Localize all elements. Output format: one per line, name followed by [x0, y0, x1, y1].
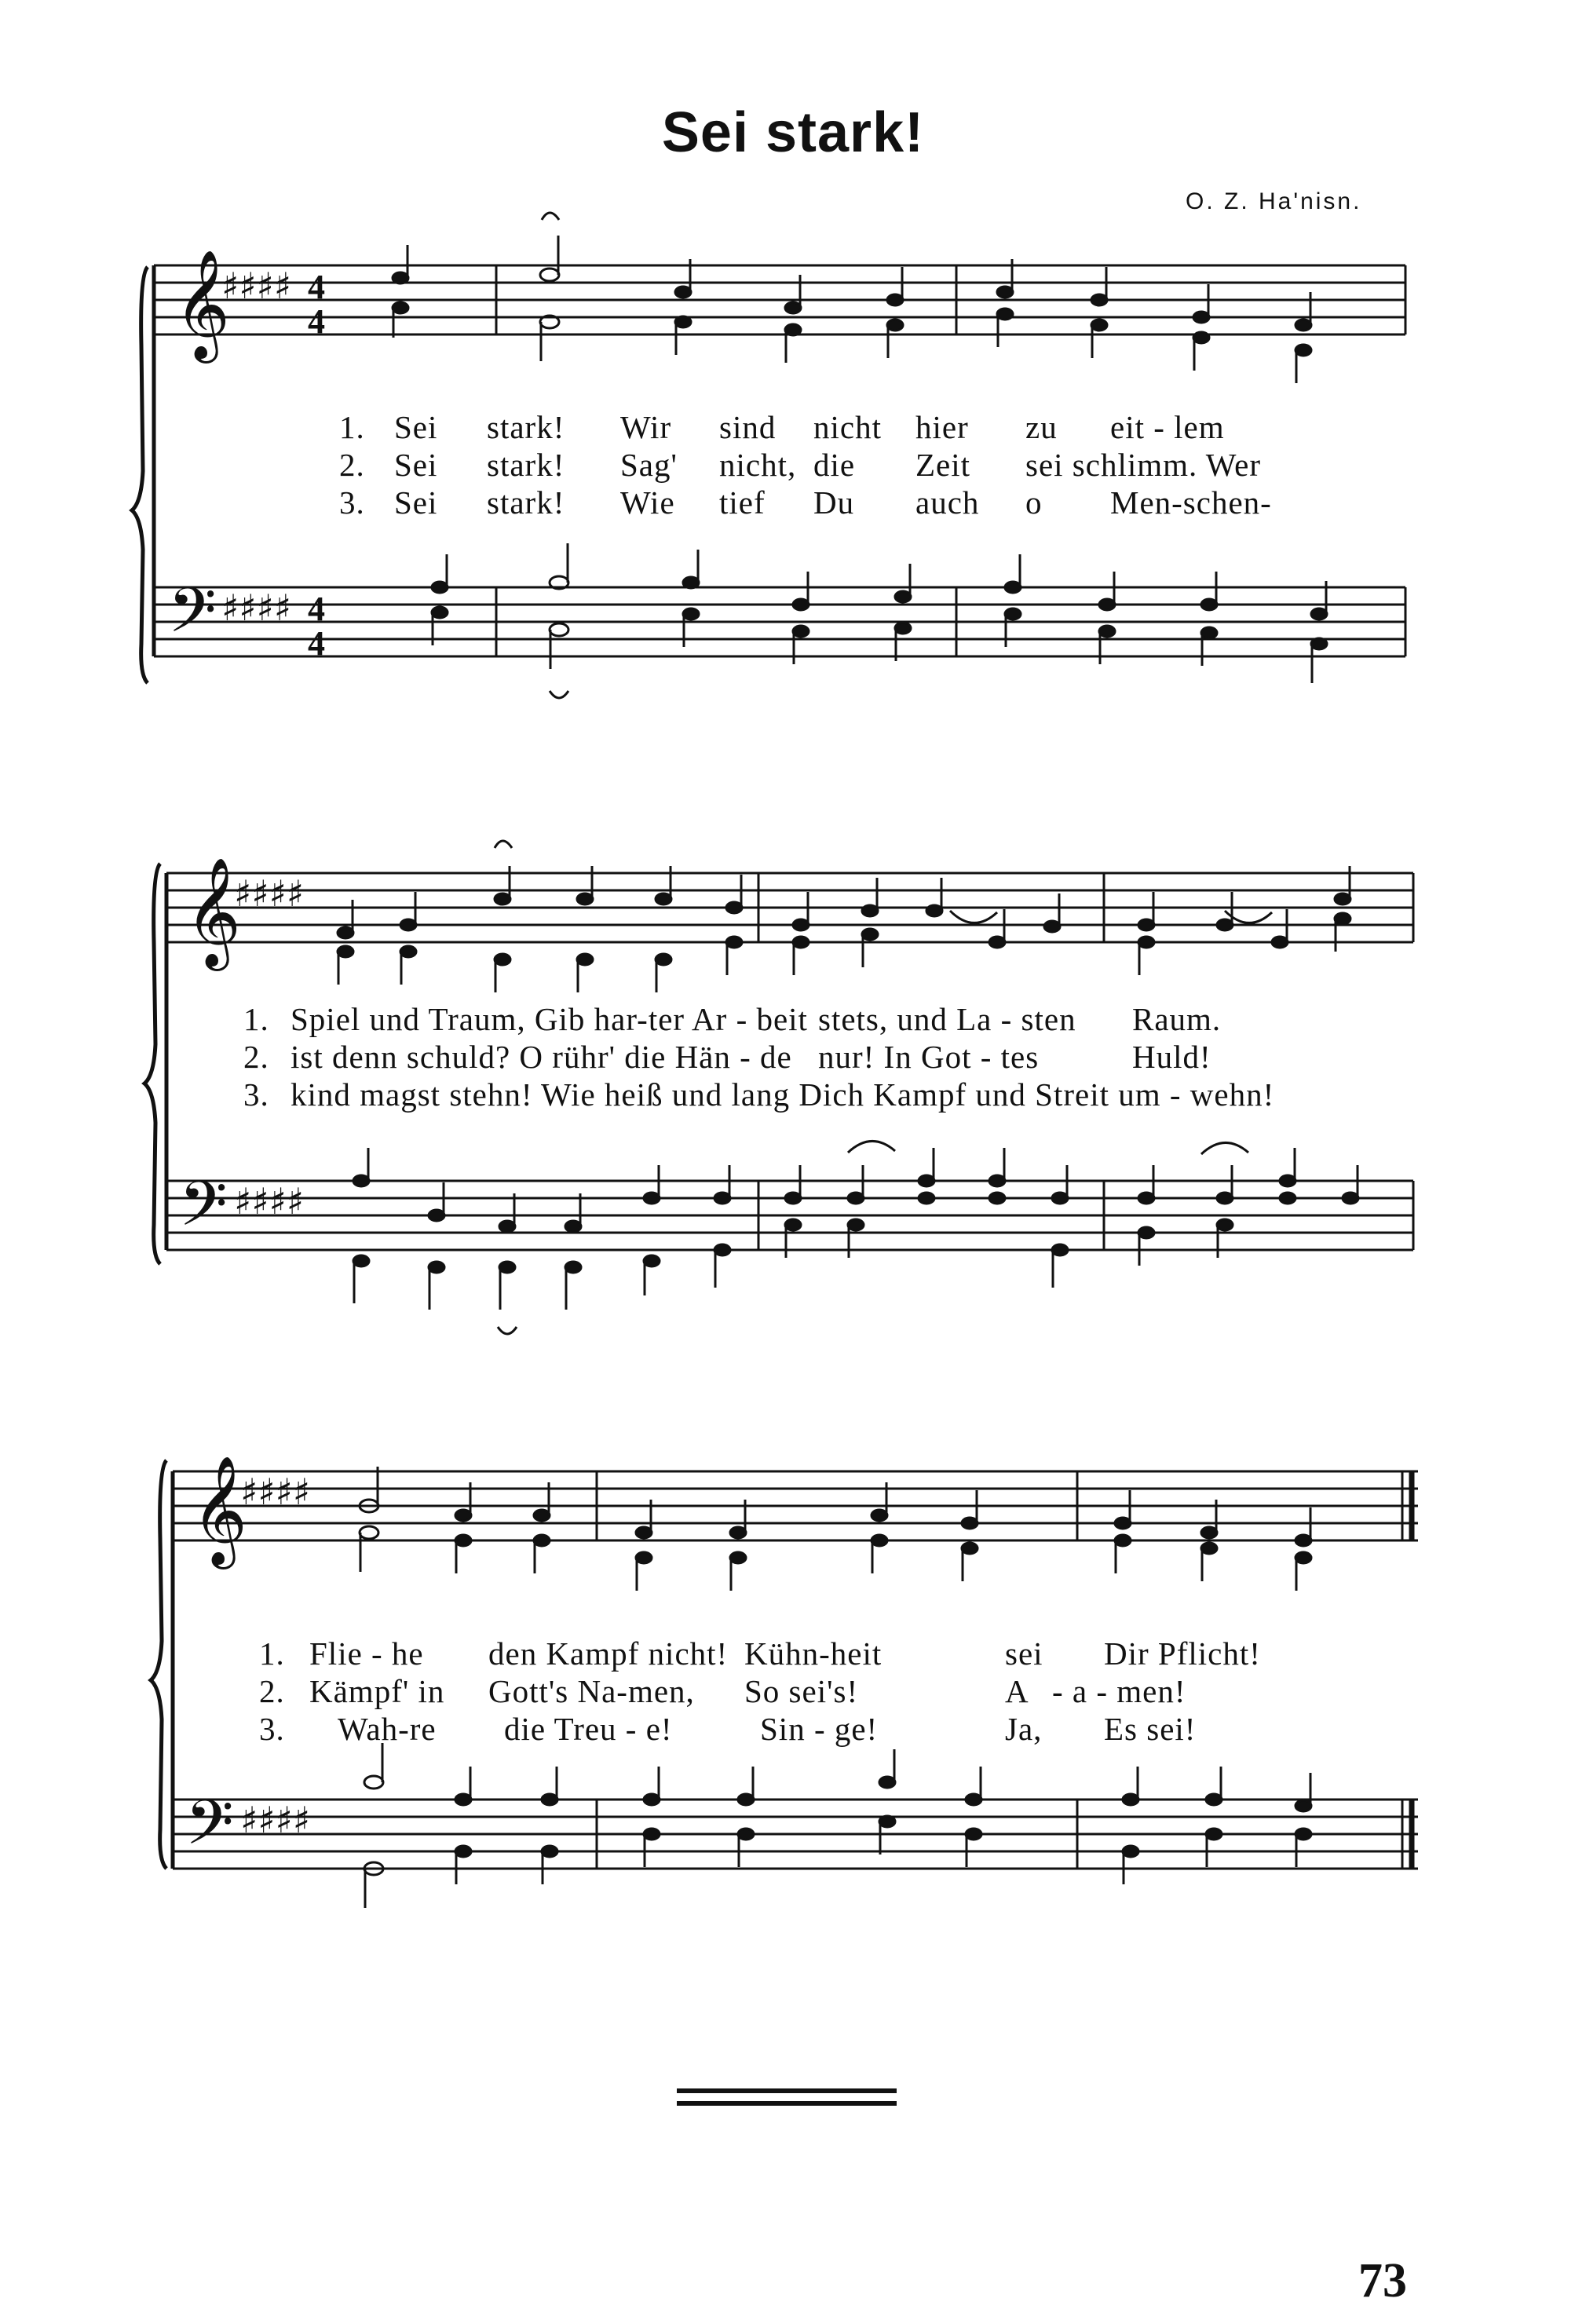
lyric-syllable: sei [1005, 1635, 1043, 1672]
svg-text:4: 4 [308, 268, 325, 306]
lyric-syllable: stark! [487, 484, 565, 521]
lyric-syllable: nicht [813, 409, 882, 445]
verse-2-line [259, 1672, 1261, 1710]
lyric-syllable: Gott's Na-men, [488, 1673, 695, 1709]
lyric-syllable: Wah-re [338, 1711, 437, 1747]
svg-text:♯♯♯♯: ♯♯♯♯ [234, 1180, 305, 1222]
svg-text:♯♯♯♯: ♯♯♯♯ [221, 586, 292, 629]
lyric-syllable: stark! [487, 409, 565, 445]
lyric-syllable: Sin - ge! [760, 1711, 879, 1747]
lyric-syllable: o [1025, 484, 1043, 521]
lyric-syllable: Dir Pflicht! [1104, 1635, 1261, 1672]
lyric-syllable: Zeit [915, 447, 971, 483]
lyric-syllable: zu [1025, 409, 1058, 445]
end-rule-top [677, 2088, 897, 2093]
lyric-syllable: Ja, [1005, 1711, 1043, 1747]
page-number: 73 [1358, 2254, 1407, 2308]
svg-text:𝄞: 𝄞 [192, 1456, 247, 1565]
lyric-syllable: Du [813, 484, 855, 521]
verse-number: 1. [243, 1001, 269, 1037]
lyric-syllable: kind magst stehn! Wie heiß und lang Dich Kampf und Streit um - wehn! [291, 1076, 1275, 1113]
svg-text:♯♯♯♯: ♯♯♯♯ [234, 872, 305, 915]
lyric-syllable: A [1005, 1673, 1029, 1709]
lyric-syllable: Spiel und Traum, Gib har-ter Ar - beit [291, 1001, 808, 1037]
svg-text:𝄞: 𝄞 [185, 857, 241, 967]
lyric-syllable: die Treu - e! [504, 1711, 673, 1747]
lyric-syllable: sind [719, 409, 777, 445]
lyric-syllable: Sei [394, 409, 438, 445]
svg-text:♯♯♯♯: ♯♯♯♯ [240, 1471, 311, 1513]
system-3-lyrics [259, 1635, 1261, 1748]
verse-number: 2. [243, 1039, 269, 1075]
lyric-syllable: nicht, [719, 447, 797, 483]
lyric-syllable: tief [719, 484, 766, 521]
lyric-syllable: Wir [620, 409, 672, 445]
svg-text:𝄢: 𝄢 [185, 1786, 234, 1874]
lyric-syllable: Flie - he [309, 1635, 424, 1672]
lyric-syllable: hier [915, 409, 969, 445]
verse-number: 3. [243, 1076, 269, 1113]
lyric-syllable: sei schlimm. Wer [1025, 447, 1262, 483]
verse-number: 2. [259, 1673, 285, 1709]
verse-1-line [259, 1635, 1261, 1672]
svg-text:♯♯♯♯: ♯♯♯♯ [240, 1799, 311, 1841]
lyric-syllable: stets, und La - sten [818, 1001, 1076, 1037]
lyric-syllable: eit - lem [1110, 409, 1225, 445]
verse-number: 2. [339, 447, 365, 483]
lyric-syllable: den Kampf nicht! [488, 1635, 729, 1672]
lyric-syllable: Men-schen- [1110, 484, 1272, 521]
composer-credit: O. Z. Ha'nisn. [1186, 188, 1362, 214]
end-rule-bottom [677, 2101, 897, 2106]
svg-text:𝄞: 𝄞 [174, 250, 230, 359]
svg-text:4: 4 [308, 302, 325, 341]
lyric-syllable: Sei [394, 447, 438, 483]
svg-text:𝄢: 𝄢 [168, 574, 217, 662]
verse-3-line [259, 1710, 1261, 1748]
lyric-syllable: Sei [394, 484, 438, 521]
svg-text:4: 4 [308, 624, 325, 663]
lyric-syllable: So sei's! [744, 1673, 859, 1709]
verse-number: 1. [339, 409, 365, 445]
lyric-syllable: Raum. [1132, 1001, 1222, 1037]
lyric-syllable: Huld! [1132, 1039, 1211, 1075]
lyric-syllable: die [813, 447, 856, 483]
lyric-syllable: stark! [487, 447, 565, 483]
lyric-syllable: auch [915, 484, 980, 521]
lyric-syllable: Kühn-heit [744, 1635, 883, 1672]
svg-text:𝄢: 𝄢 [179, 1167, 228, 1255]
lyric-syllable: Wie [620, 484, 675, 521]
lyric-syllable: ist denn schuld? O rühr' die Hän - de [291, 1039, 792, 1075]
lyric-syllable: Es sei! [1104, 1711, 1197, 1747]
lyric-syllable: nur! In Got - tes [818, 1039, 1040, 1075]
verse-number: 1. [259, 1635, 285, 1672]
lyric-syllable: - a - men! [1052, 1673, 1186, 1709]
svg-text:♯♯♯♯: ♯♯♯♯ [221, 265, 292, 307]
lyric-syllable: Sag' [620, 447, 678, 483]
lyric-syllable: Kämpf' in [309, 1673, 445, 1709]
page-title: Sei stark! [661, 101, 925, 164]
verse-number: 3. [339, 484, 365, 521]
svg-text:4: 4 [308, 590, 325, 628]
verse-number: 3. [259, 1711, 285, 1747]
